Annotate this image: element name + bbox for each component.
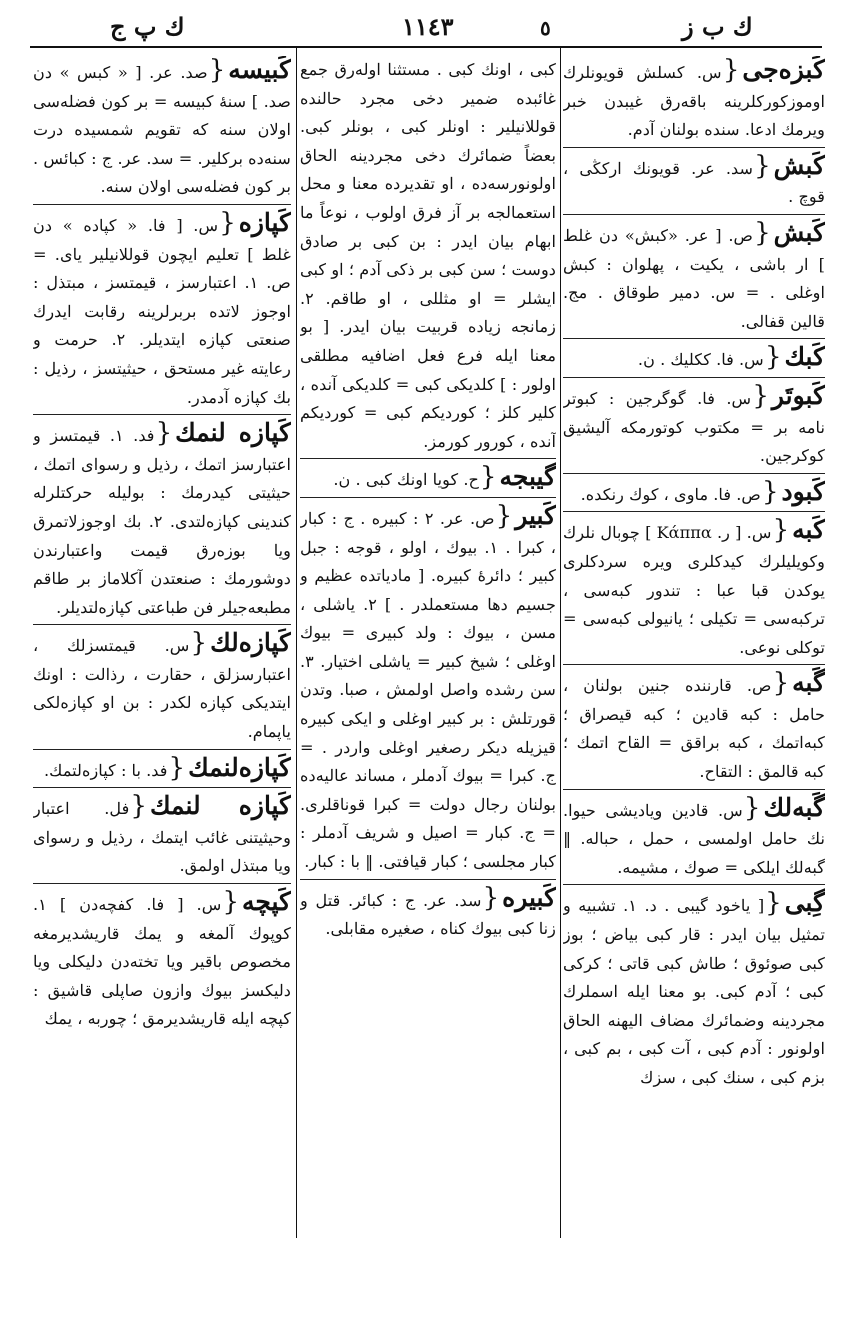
entry-definition: س. قيمتسزلك ، اعتبارسزلق ، حقارت ، رذالت : اونك ايتديكى كپازه لكدر : بن او كپازه‌لكى ياپمام.: [33, 636, 291, 742]
entry-headword: كَبيره: [502, 882, 556, 912]
dictionary-entry: [300, 463, 556, 498]
entry-definition: ح. كويا اونك كبى . ن.: [333, 470, 479, 490]
brace-mark: {: [482, 882, 500, 913]
brace-mark: {: [754, 217, 771, 248]
dictionary-entry: [33, 419, 291, 625]
dictionary-entry: [563, 669, 825, 789]
brace-mark: {: [208, 56, 226, 85]
entry-definition: ص. فا. ماوى ، كوك رنكده.: [580, 484, 761, 504]
entry-headword: گَبه‌لك: [763, 792, 825, 822]
brace-mark: {: [190, 628, 208, 659]
entry-definition: فل. اعتبار وحيثيتنى غائب ايتمك ، رذيل و رسواى ويا مبتذل اولمق.: [33, 799, 291, 876]
entry-headword: كَبيسه: [228, 56, 291, 84]
column-divider: [560, 48, 561, 1238]
entry-definition: ص. [ عر. «كبش» دن غلط ] ار باشى ، يكيت ، پهلوان : كبش اوغلى . = س. دمير طوقاق . مج. قالين قفالى.: [563, 225, 825, 331]
brace-mark: {: [155, 418, 173, 449]
dictionary-entry: [33, 792, 291, 884]
entry-headword: كَبش: [773, 217, 825, 247]
entry-headword: گِبى: [784, 888, 825, 918]
page-number: ١١٤٣: [402, 12, 454, 41]
entry-headword: كَبزه‌جى: [742, 56, 825, 84]
entry-headword: كَبك: [784, 342, 825, 372]
entry-definition: [ ياخود گيبى . د. ١. تشبيه و تمثيل بيان ايدر : قار كبى بياض ؛ بوز كبى صوئوق ؛ طاش كبى قاتى ؛ كركى كبى ؛ آدم كبى. بو معنا ايله اسملرك مجردينه وضمائرك مضاف اليهنه الحاق اولونور : آدم كبى ، آت كبى ، بم كبى ، بزم كبى ، سنك كبى ، سزك: [563, 896, 825, 1087]
dictionary-entry: [563, 56, 825, 148]
dictionary-entry: [563, 343, 825, 378]
header-letters-right: ك ب ز: [682, 12, 753, 41]
entry-definition: سد. عر. قويونك اركڭى ، قوچ .: [563, 158, 825, 207]
dictionary-entry: [33, 888, 291, 1034]
entry-headword: كَپازه: [238, 207, 291, 237]
dictionary-entry: [563, 382, 825, 474]
header-rule: [30, 46, 822, 48]
entry-headword: كَبير: [515, 500, 556, 530]
brace-mark: {: [219, 207, 236, 238]
entry-headword: كَبود: [781, 476, 825, 506]
dictionary-entry: [300, 884, 556, 944]
dictionary-entry: [33, 754, 291, 789]
dictionary-entry: [300, 502, 556, 880]
dictionary-entry: [300, 56, 556, 459]
entry-headword: گيبجه: [499, 462, 556, 492]
brace-mark: {: [772, 515, 790, 546]
brace-mark: {: [761, 476, 779, 507]
brace-mark: {: [765, 888, 782, 919]
entry-headword: كَپازه‌لنمك: [188, 752, 291, 782]
dictionary-entry: [563, 794, 825, 886]
entry-headword: كَبش: [773, 150, 825, 180]
brace-mark: {: [764, 342, 782, 373]
header-mark: ٥: [540, 16, 551, 40]
column-right: [563, 56, 825, 1236]
dictionary-entry: [563, 889, 825, 1092]
brace-mark: {: [722, 56, 740, 85]
dictionary-entry: [563, 219, 825, 339]
entry-headword: كَپازه‌لك: [210, 628, 291, 658]
brace-mark: {: [772, 668, 790, 699]
entry-definition: سد. عر. ج : كبائر. قتل و زنا كبى بيوك كناه ، صغيره مقابلى.: [300, 890, 556, 939]
entry-definition: س. كسلش قويونلرك اوموزكوركلرينه باقه‌رق غيبدن خبر ويرمك ادعا. سنده بولنان آدم.: [563, 63, 825, 140]
entry-definition: س. [ ر. Κάππα ] چوبال نلرك وكويليلرك كيدكلرى ويره سردكلرى يوكدن قبا عبا : تندور كبه‌سى ، تركبه‌سى = تكيلى ؛ يانيولى كبه‌سى = توكلى نوعى.: [563, 523, 825, 657]
brace-mark: {: [754, 150, 771, 181]
brace-mark: {: [168, 752, 186, 783]
entry-headword: كَبوتَر: [771, 380, 825, 410]
dictionary-entry: [563, 152, 825, 215]
brace-mark: {: [479, 462, 497, 493]
entry-headword: كَپازه لنمك: [149, 791, 291, 821]
entry-definition: ص. قارننده جنين بولنان ، حامل : كبه قادين ؛ كبه قيصراق ؛ كبه‌اتمك ، كبه براقق = القاح اتمك ؛ كبه قالمق : التقاح.: [563, 676, 825, 782]
entry-definition: فد. با : كپازه‌لتمك.: [44, 760, 168, 780]
entry-definition: س. [ فا. « كپاده » دن غلط ] تعليم ايچون قوللانيلير ياى. = ص. ١. اعتبارسز ، قيمتسز ، مبتذل : اوجوز لاتده بربرلرينه رقابت ايدرك صنعتى كپازه ايتديلر. ٢. حرمت و رعايته غير مستحق ، حيثيتسز ، رذيل : بك كپازه آدمدر.: [33, 215, 291, 407]
page-header: [30, 6, 820, 46]
entry-definition: س. [ فا. كفچه‌دن ] ١. كوپوك آلمغه و يمك قاريشديرمغه مخصوص باقير ويا تخته‌دن دليكلى ويا دليكسز بيوك وازون صاپلى قاشيق : كپچه ايله قاريشديرمق ؛ چوربه ، يمك: [33, 895, 291, 1029]
brace-mark: {: [222, 887, 239, 918]
brace-mark: {: [130, 791, 147, 822]
dictionary-entry: [563, 478, 825, 513]
column-divider: [296, 48, 297, 1238]
entry-headword: كَبه: [792, 515, 825, 545]
dictionary-entry: [563, 516, 825, 665]
entry-headword: كَپچه: [242, 887, 291, 917]
entry-definition: صد. عر. [ « كبس » دن صد. ] سنۀ كبيسه = بر كون فضله‌سى اولان سنه كه تقويم شمسيده درت سنه‌ده بركلير. = سد. عر. ج : كبائس . بر كون فضله‌سى اولان سنه.: [33, 63, 291, 197]
dictionary-entry: [33, 56, 291, 205]
entry-definition: س. فا. ككليك . ن.: [637, 350, 764, 370]
entry-definition: كبى ، اونك كبى . مستثنا اوله‌رق جمع غائبده ضمير دخى مجرد حالنده قوللانيلير : اونلر كبى ، بونلر كبى. بعضاً ضمائرك دخى مجردينه الحاق اولونورسه‌ده ، او تقديرده معنا و محل استعمالجه بر آز فرق اولوب ، نوعاً ما ابهام بيان ايدر : بن كبى بر صادق دوست ؛ سن كبى بر ذكى آدم ؛ او كبى ايشلر = او مثللى ، او طاقم. ٢. زمانجه زياده قربيت بيان ايدر. [ بو معنا ايله فرع فعل اضافيه مطلقى اولور : ] كلديكى كبى = كلديكى آنده ، كلير كلز ؛ كورديكم كبى = كورديكم آنده ، كورور كورمز.: [300, 60, 556, 451]
brace-mark: {: [495, 500, 513, 531]
entry-headword: گَبه: [792, 668, 825, 698]
brace-mark: {: [743, 792, 761, 823]
column-left: [33, 56, 291, 1236]
column-middle: [300, 56, 556, 1236]
entry-definition: س. قادين وياديشى حيوا. نك حامل اولمسى ، حمل ، حباله. ‖ گبه‌لك ايلكى = صوك ، مشيمه.: [563, 800, 825, 877]
dictionary-entry: [33, 629, 291, 749]
entry-definition: فد. ١. قيمتسز و اعتبارسز اتمك ، رذيل و رسواى اتمك ، حيثيتى كيدرمك : بوليله حركتلرله كندينى كپازه‌لتدى. ٢. بك اوجوزلاتمرق ويا بوزه‌رق قيمت واعتبارندن دوشورمك : صنعتدن آكلاماز بر طاقم مطبعه‌جيلر فن طباعتى كپازه‌لتديلر.: [33, 426, 291, 617]
entry-headword: كَپازه لنمك: [175, 418, 291, 448]
entry-definition: ص. عر. ٢ : كبيره . ج : كبار ، كبرا . ١. بيوك ، اولو ، قوجه : جبل كبير ؛ دائرۀ كبيره. [ مادياتده عظيم و جسيم دها مستعملدر . ] ٢. ياشلى ، مسن ، بيوك : ولد كبيرى = بيوك اوغلى ؛ شيخ كبير = ياشلى اختيار. ٣. سن رشده واصل اولمش ، صبا. وتدن قورتلش : بر كبير اوغلى و ايكى كبيره قيزيله ديكر رصغير اوغلى واردر . = ج. كبرا = بيوك آدملر ، مساند عاليه‌ده بولنان رجال دولت = كبرا قوناقلرى. = ج. كبار = اصيل و شريف آدملر : كبار مجلسى ؛ كبار قيافتى. ‖ با : كبار.: [300, 508, 556, 872]
header-letters-left: ك پ ج: [110, 12, 185, 41]
brace-mark: {: [752, 380, 769, 411]
dictionary-entry: [33, 209, 291, 415]
entry-definition: س. فا. گوگرجين : كبوتر نامه بر = مكتوب كوتورمكه آليشيق كوكرجين.: [563, 388, 825, 466]
